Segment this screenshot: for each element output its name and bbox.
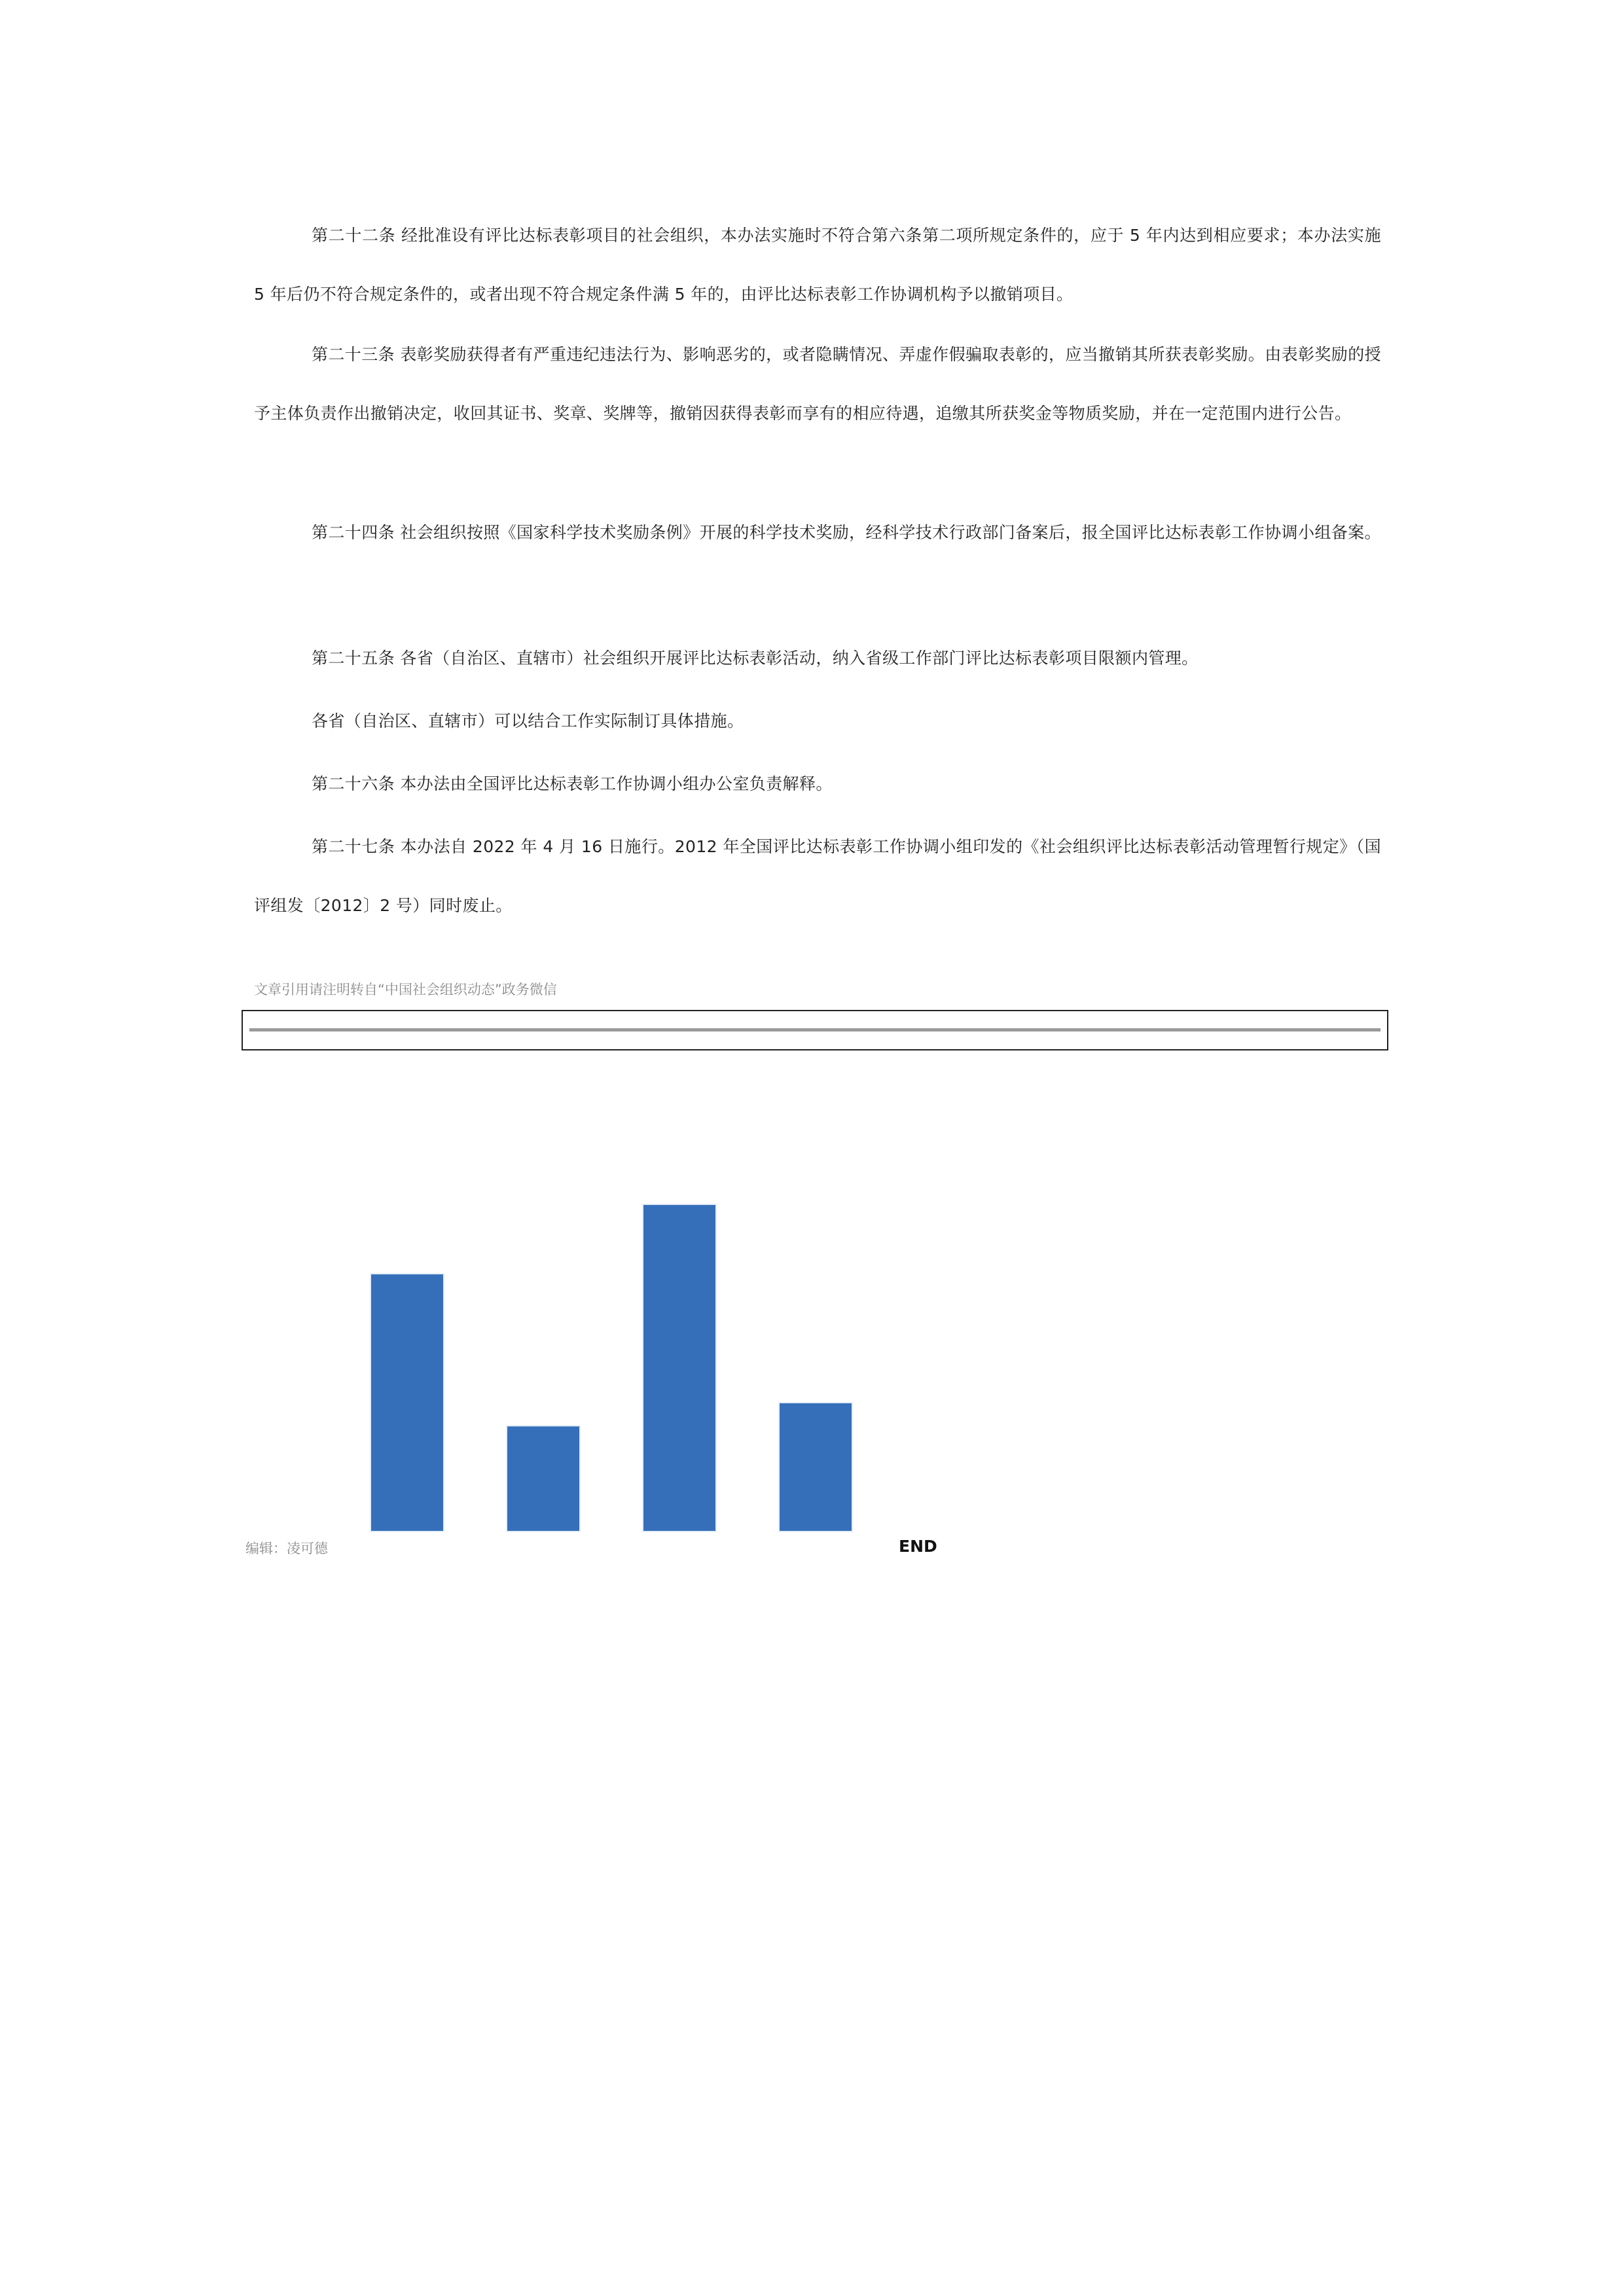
article-22-paragraph: 第二十二条 经批准设有评比达标表彰项目的社会组织，本办法实施时不符合第六条第二项所规定条件的，应于 5 年内达到相应要求；本办法实施 5 年后仍不符合规定条件的，或者出现不符合规定条件满 5 年的，由评比达标表彰工作协调机构予以撤销项目。: [254, 226, 1381, 304]
end-label: END: [899, 1537, 937, 1556]
editor-label: 编辑：凌可德: [245, 1541, 328, 1556]
chart-bar-3: [643, 1204, 716, 1532]
article-26-paragraph: 第二十六条 本办法由全国评比达标表彰工作协调小组办公室负责解释。: [312, 774, 833, 793]
article-24-paragraph: 第二十四条 社会组织按照《国家科学技术奖励条例》开展的科学技术奖励，经科学技术行政部门备案后，报全国评比达标表彰工作协调小组备案。: [312, 523, 1381, 542]
chart-bar-4: [779, 1403, 852, 1532]
source-note: 文章引用请注明转自“中国社会组织动态”政务微信: [254, 982, 557, 997]
divider-box: [242, 1010, 1388, 1050]
chart-bar-2: [507, 1426, 580, 1532]
article-27-paragraph: 第二十七条 本办法自 2022 年 4 月 16 日施行。2012 年全国评比达标表彰工作协调小组印发的《社会组织评比达标表彰活动管理暂行规定》（国评组发〔2012〕2 号）同时废止。: [254, 837, 1381, 915]
bar-chart: [353, 1185, 890, 1538]
article-25-paragraph: 第二十五条 各省（自治区、直辖市）社会组织开展评比达标表彰活动，纳入省级工作部门评比达标表彰项目限额内管理。: [312, 649, 1199, 668]
chart-bar-1: [370, 1274, 444, 1532]
divider-line: [249, 1028, 1380, 1031]
provincial-measures-paragraph: 各省（自治区、直辖市）可以结合工作实际制订具体措施。: [312, 711, 744, 730]
article-23-paragraph: 第二十三条 表彰奖励获得者有严重违纪违法行为、影响恶劣的，或者隐瞒情况、弄虚作假骗取表彰的，应当撤销其所获表彰奖励。由表彰奖励的授予主体负责作出撤销决定，收回其证书、奖章、奖牌等，撤销因获得表彰而享有的相应待遇，追缴其所获奖金等物质奖励，并在一定范围内进行公告。: [254, 345, 1381, 423]
